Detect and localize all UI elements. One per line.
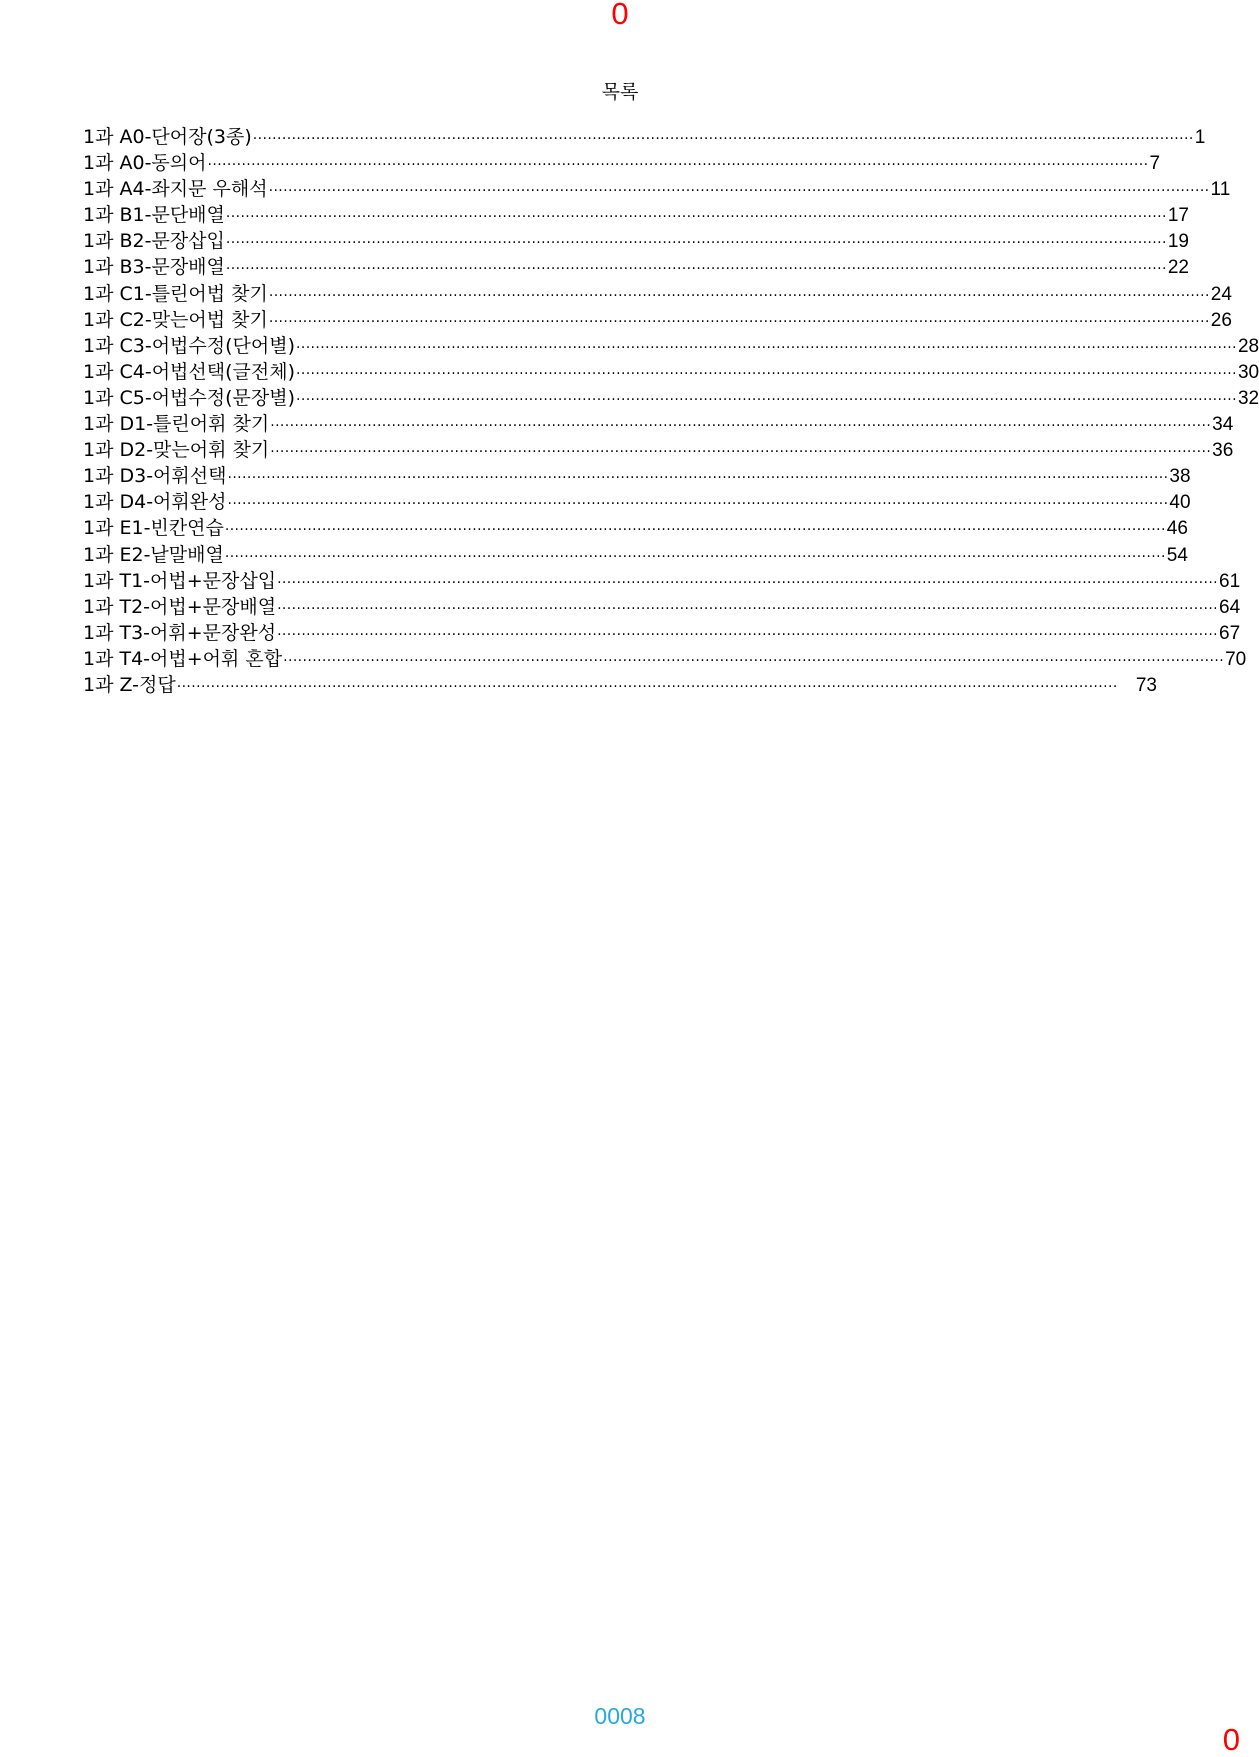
table-of-contents: [83, 124, 1259, 698]
toc-entry[interactable]: [83, 568, 1241, 594]
page-number: 0008: [594, 1703, 646, 1729]
toc-entry-label: 1과 E1-빈칸연습: [83, 517, 224, 540]
toc-entry-page: 64: [1219, 596, 1241, 618]
toc-entry-page: 70: [1225, 648, 1247, 670]
page-corner-mark: 0: [1222, 1722, 1240, 1757]
toc-entry[interactable]: [83, 515, 1188, 541]
toc-entry-page: 38: [1169, 466, 1191, 488]
toc-entry[interactable]: [83, 489, 1191, 515]
toc-entry[interactable]: [83, 124, 1206, 150]
toc-entry-page: 67: [1219, 622, 1241, 644]
toc-entry-label: 1과 D2-맞는어휘 찾기: [83, 439, 270, 462]
toc-entry-page: 24: [1210, 283, 1232, 305]
toc-entry-page: 36: [1212, 440, 1234, 462]
toc-entry[interactable]: [83, 411, 1234, 437]
toc-dot-leader: ··································································································································································································: [270, 418, 1212, 435]
toc-entry[interactable]: [83, 281, 1232, 307]
toc-dot-leader: ··································································································································································································: [224, 522, 1166, 539]
toc-entry-page: 61: [1219, 570, 1241, 592]
toc-dot-leader: ··································································································································································································: [225, 209, 1167, 226]
toc-entry-label: 1과 C2-맞는어법 찾기: [83, 308, 268, 331]
toc-entry-page: 46: [1166, 518, 1188, 540]
toc-entry[interactable]: [83, 359, 1259, 385]
toc-entry[interactable]: [83, 385, 1259, 411]
toc-dot-leader: ··································································································································································································: [270, 444, 1212, 461]
toc-dot-leader: ··································································································································································································: [268, 287, 1210, 304]
toc-entry-page: 30: [1237, 361, 1259, 383]
toc-entry-label: 1과 D1-틀린어휘 찾기: [83, 413, 270, 436]
toc-dot-leader: ··································································································································································································: [227, 496, 1169, 513]
toc-entry[interactable]: [83, 437, 1234, 463]
toc-entry[interactable]: [83, 672, 1157, 698]
toc-dot-leader: ··································································································································································································: [268, 313, 1210, 330]
toc-entry[interactable]: [83, 202, 1189, 228]
toc-entry[interactable]: [83, 620, 1241, 646]
toc-dot-leader: ··································································································································································································: [225, 261, 1167, 278]
toc-entry[interactable]: [83, 333, 1259, 359]
toc-entry-label: 1과 B1-문단배열: [83, 204, 225, 227]
toc-dot-leader: ··································································································································································································: [268, 183, 1210, 200]
toc-entry[interactable]: [83, 176, 1231, 202]
toc-entry-label: 1과 C1-틀린어법 찾기: [83, 282, 268, 305]
toc-entry-label: 1과 T3-어휘+문장완성: [83, 621, 277, 644]
toc-entry-label: 1과 T4-어법+어휘 혼합: [83, 647, 283, 670]
toc-entry-label: 1과 D3-어휘선택: [83, 465, 227, 488]
toc-entry-page: 28: [1237, 335, 1259, 357]
toc-entry-page: 17: [1167, 205, 1189, 227]
toc-entry[interactable]: [83, 542, 1188, 568]
toc-entry-label: 1과 B2-문장삽입: [83, 230, 225, 253]
toc-entry-page: 73: [1135, 674, 1157, 696]
toc-entry[interactable]: [83, 646, 1247, 672]
toc-dot-leader: ··································································································································································································: [252, 131, 1194, 147]
toc-entry[interactable]: [83, 228, 1189, 254]
toc-entry-page: 19: [1167, 231, 1189, 253]
toc-entry-label: 1과 C3-어법수정(단어별): [83, 334, 295, 357]
toc-dot-leader: ··································································································································································································: [296, 365, 1237, 382]
toc-dot-leader: ··································································································································································································: [224, 548, 1166, 565]
toc-entry-page: 11: [1210, 179, 1231, 201]
toc-entry[interactable]: [83, 594, 1241, 620]
toc-dot-leader: ··································································································································································································: [296, 391, 1237, 408]
toc-entry-label: 1과 T1-어법+문장삽입: [83, 569, 277, 592]
toc-entry-label: 1과 A4-좌지문 우해석: [83, 178, 268, 201]
toc-entry-label: 1과 Z-정답: [83, 673, 176, 696]
toc-entry[interactable]: [83, 307, 1232, 333]
toc-dot-leader: ··································································································································································································: [176, 678, 1118, 695]
toc-entry-page: 54: [1166, 544, 1188, 566]
toc-dot-leader: ··································································································································································································: [277, 600, 1219, 617]
toc-entry-page: 34: [1212, 414, 1234, 436]
toc-entry-label: 1과 A0-동의어: [83, 152, 207, 175]
toc-entry-page: 1: [1194, 127, 1206, 148]
toc-entry-label: 1과 D4-어휘완성: [83, 491, 227, 514]
toc-dot-leader: ··································································································································································································: [283, 652, 1225, 669]
toc-entry-page: 40: [1169, 492, 1191, 514]
toc-entry-page: 26: [1210, 309, 1232, 331]
page-top-mark: 0: [611, 0, 629, 31]
toc-dot-leader: ··································································································································································································: [277, 574, 1219, 591]
toc-entry-page: 32: [1237, 387, 1259, 409]
toc-entry-label: 1과 T2-어법+문장배열: [83, 595, 277, 618]
toc-dot-leader: ··································································································································································································: [207, 157, 1149, 174]
toc-entry[interactable]: [83, 254, 1189, 280]
toc-entry-label: 1과 B3-문장배열: [83, 256, 225, 279]
toc-entry-page: 7: [1149, 153, 1161, 175]
toc-entry-label: 1과 E2-낱말배열: [83, 543, 224, 566]
toc-entry[interactable]: [83, 150, 1161, 176]
toc-entry-label: 1과 C4-어법선택(글전체): [83, 360, 295, 383]
toc-entry-label: 1과 C5-어법수정(문장별): [83, 386, 295, 409]
toc-dot-leader: ··································································································································································································: [296, 339, 1237, 356]
toc-dot-leader: ··································································································································································································: [227, 470, 1169, 487]
toc-dot-leader: ··································································································································································································: [277, 626, 1219, 643]
toc-title: 목록: [601, 81, 639, 103]
toc-entry-page: 22: [1167, 257, 1189, 279]
toc-entry[interactable]: [83, 463, 1191, 489]
toc-entry-label: 1과 A0-단어장(3종): [83, 126, 252, 148]
toc-dot-leader: ··································································································································································································: [225, 235, 1167, 252]
